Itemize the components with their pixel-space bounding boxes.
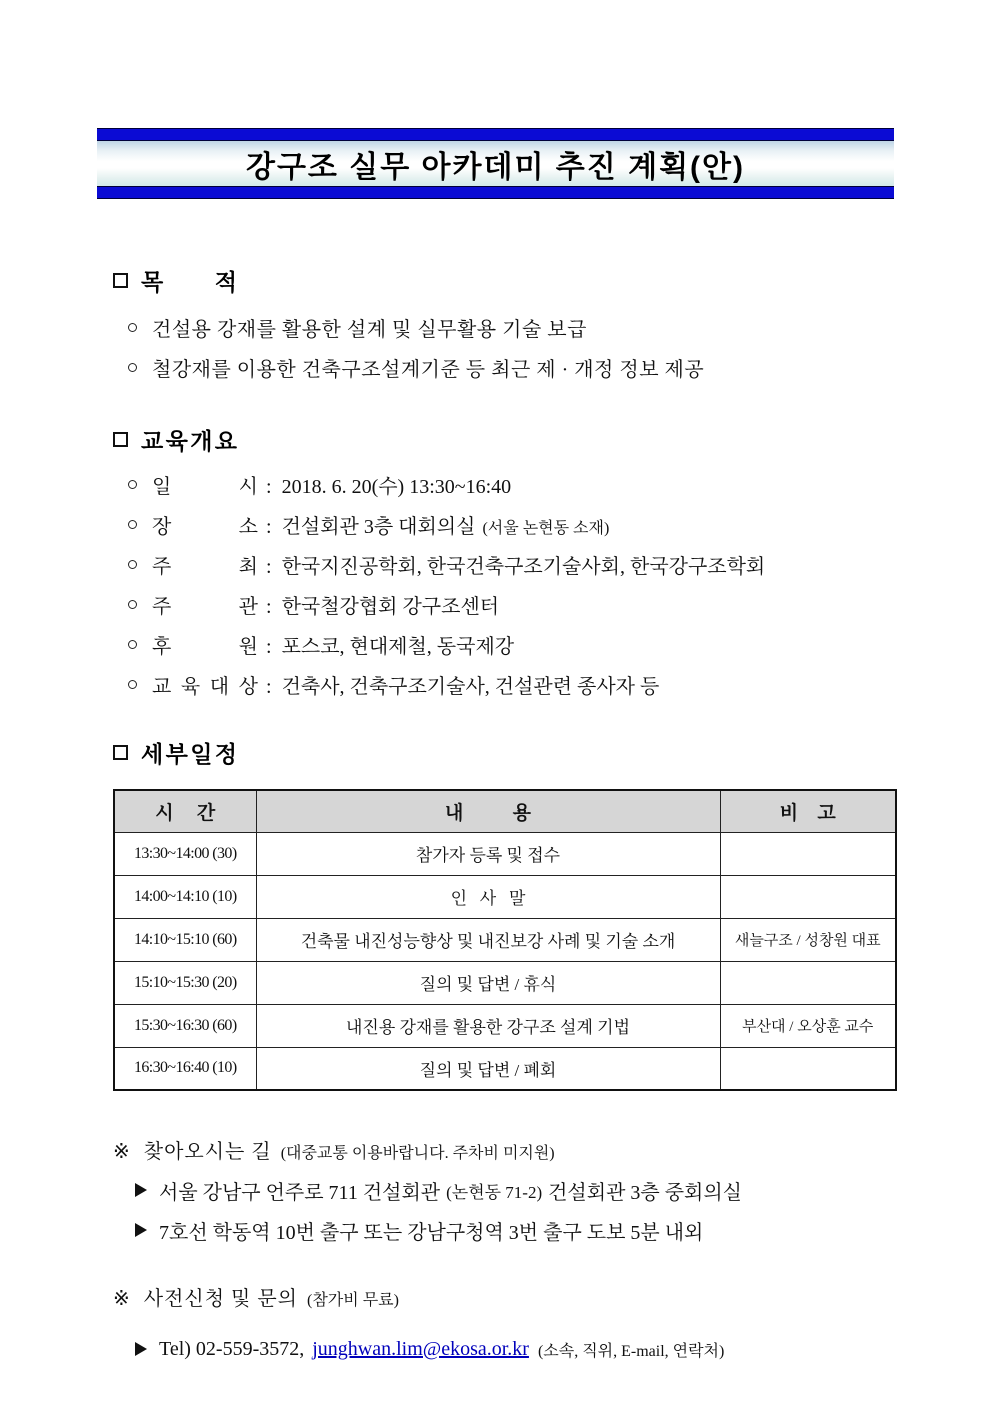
circle-bullet-icon [128,640,137,649]
table-row [114,918,896,961]
schedule-content-cell: 질의 및 답변 / 휴식 [256,961,720,1004]
section-overview-title: 교 육 개 요 [141,428,237,454]
purpose-bullet-text: 철강재를 이용한 건축구조설계기준 등 최근 제 · 개정 정보 제공 [152,359,705,381]
schedule-content-cell: 인 사 말 [256,875,720,918]
table-row [114,1047,896,1090]
schedule-remark-cell: 새늘구조 / 성창원 대표 [720,918,896,961]
label-colon: : [266,596,272,618]
circle-bullet-icon [128,560,137,569]
reference-mark-icon: ※ [113,1286,130,1310]
table-header-row [114,790,896,832]
overview-item-label: 일 시 [152,476,258,498]
section-square-icon [113,273,128,288]
circle-bullet-icon [128,680,137,689]
schedule-time-cell: 15:10~15:30 (20) [114,961,256,1004]
schedule-table [113,789,897,1091]
section-square-icon [113,745,128,760]
schedule-remark-cell [720,832,896,875]
schedule-time-cell: 16:30~16:40 (10) [114,1047,256,1090]
label-colon: : [266,476,272,498]
schedule-content-cell: 질의 및 답변 / 폐회 [256,1047,720,1090]
list-item [113,590,897,630]
list-item [113,313,897,353]
schedule-table-head [114,790,896,832]
list-item [113,670,897,710]
right-triangle-icon [135,1342,147,1356]
schedule-content-cell: 참가자 등록 및 접수 [256,832,720,875]
contact-line [113,1329,897,1369]
section-square-icon [113,432,128,447]
section-schedule-title: 세 부 일 정 [141,741,237,767]
contact-title: 사전신청 및 문의 [143,1288,299,1310]
label-colon: : [266,676,272,698]
schedule-remark-cell: 부산대 / 오상훈 교수 [720,1004,896,1047]
purpose-bullet-text: 건설용 강재를 활용한 설계 및 실무활용 기술 보급 [152,319,587,341]
list-item [113,353,897,393]
table-row [114,832,896,875]
schedule-time-cell: 14:00~14:10 (10) [114,875,256,918]
contact-note: (참가비 무료) [307,1292,399,1309]
directions-line [113,1210,897,1250]
email-link[interactable]: junghwan.lim@ekosa.or.kr [312,1337,529,1360]
schedule-remark-cell [720,875,896,918]
circle-bullet-icon [128,480,137,489]
circle-bullet-icon [128,600,137,609]
overview-item-label: 교 육 대 상 [152,676,258,698]
overview-item-label: 장 소 [152,516,258,538]
schedule-remark-cell [720,1047,896,1090]
column-header-content-label: 내 용 [445,802,531,824]
column-header-time [114,790,256,832]
overview-item-note: (서울 논현동 소재) [482,520,610,537]
document-content [113,198,897,1369]
directions-title: 찾아오시는 길 [143,1141,272,1163]
overview-item-label: 후 원 [152,636,258,658]
circle-bullet-icon [128,323,137,332]
table-row [114,961,896,1004]
page-title: 강구조 실무 아카데미 추진 계획(안) [245,150,746,184]
schedule-time-cell: 15:30~16:30 (60) [114,1004,256,1047]
schedule-remark-cell [720,961,896,1004]
section-purpose-title: 목 적 [141,269,237,295]
section-schedule-header [113,736,897,769]
directions-line-text: 7호선 학동역 10번 출구 또는 강남구청역 3번 출구 도보 5분 내외 [159,1221,704,1244]
right-triangle-icon [135,1223,147,1237]
table-row [114,875,896,918]
table-row [114,1004,896,1047]
purpose-list [113,313,897,393]
directions-line [113,1170,897,1210]
list-item [113,510,897,550]
schedule-content-cell: 내진용 강재를 활용한 강구조 설계 기법 [256,1004,720,1047]
label-colon: : [266,556,272,578]
schedule-table-body [114,832,896,1090]
schedule-time-cell: 14:10~15:10 (60) [114,918,256,961]
list-item [113,470,897,510]
contact-header [113,1282,897,1311]
directions-line-text: 건설회관 3층 중회의실 [548,1181,742,1204]
title-banner [97,128,894,199]
schedule-time-cell: 13:30~14:00 (30) [114,832,256,875]
telephone-number: Tel) 02-559-3572, [159,1337,305,1360]
overview-list [113,470,897,710]
directions-note: (대중교통 이용바랍니다. 주차비 미지원) [280,1145,555,1162]
overview-item-value: 건축사, 건축구조기술사, 건설관련 종사자 등 [281,676,660,698]
label-colon: : [266,516,272,538]
overview-item-label: 주 최 [152,556,258,578]
overview-item-value: 건설회관 3층 대회의실 [281,516,476,538]
column-header-time-label: 시 간 [155,802,216,824]
banner-top-bar [97,128,894,141]
schedule-content-cell: 건축물 내진성능향상 및 내진보강 사례 및 기술 소개 [256,918,720,961]
overview-item-value: 포스코, 현대제철, 동국제강 [281,636,515,658]
label-colon: : [266,636,272,658]
section-purpose-header [113,264,897,297]
directions-header [113,1135,897,1164]
overview-item-value: 한국철강협회 강구조센터 [281,596,500,618]
email-note: (소속, 직위, E-mail, 연락처) [537,1342,725,1360]
right-triangle-icon [135,1183,147,1197]
column-header-remark [720,790,896,832]
overview-item-label: 주 관 [152,596,258,618]
banner-body [97,141,894,186]
overview-item-value: 2018. 6. 20(수) 13:30~16:40 [281,476,512,498]
list-item [113,550,897,590]
column-header-content [256,790,720,832]
directions-line-note: (논현동 71-2) [446,1182,543,1202]
circle-bullet-icon [128,520,137,529]
circle-bullet-icon [128,363,137,372]
list-item [113,630,897,670]
section-overview-header [113,423,897,456]
overview-item-value: 한국지진공학회, 한국건축구조기술사회, 한국강구조학회 [281,556,766,578]
directions-line-text: 서울 강남구 언주로 711 건설회관 [159,1181,441,1204]
column-header-remark-label: 비 고 [779,802,836,824]
reference-mark-icon: ※ [113,1139,130,1163]
